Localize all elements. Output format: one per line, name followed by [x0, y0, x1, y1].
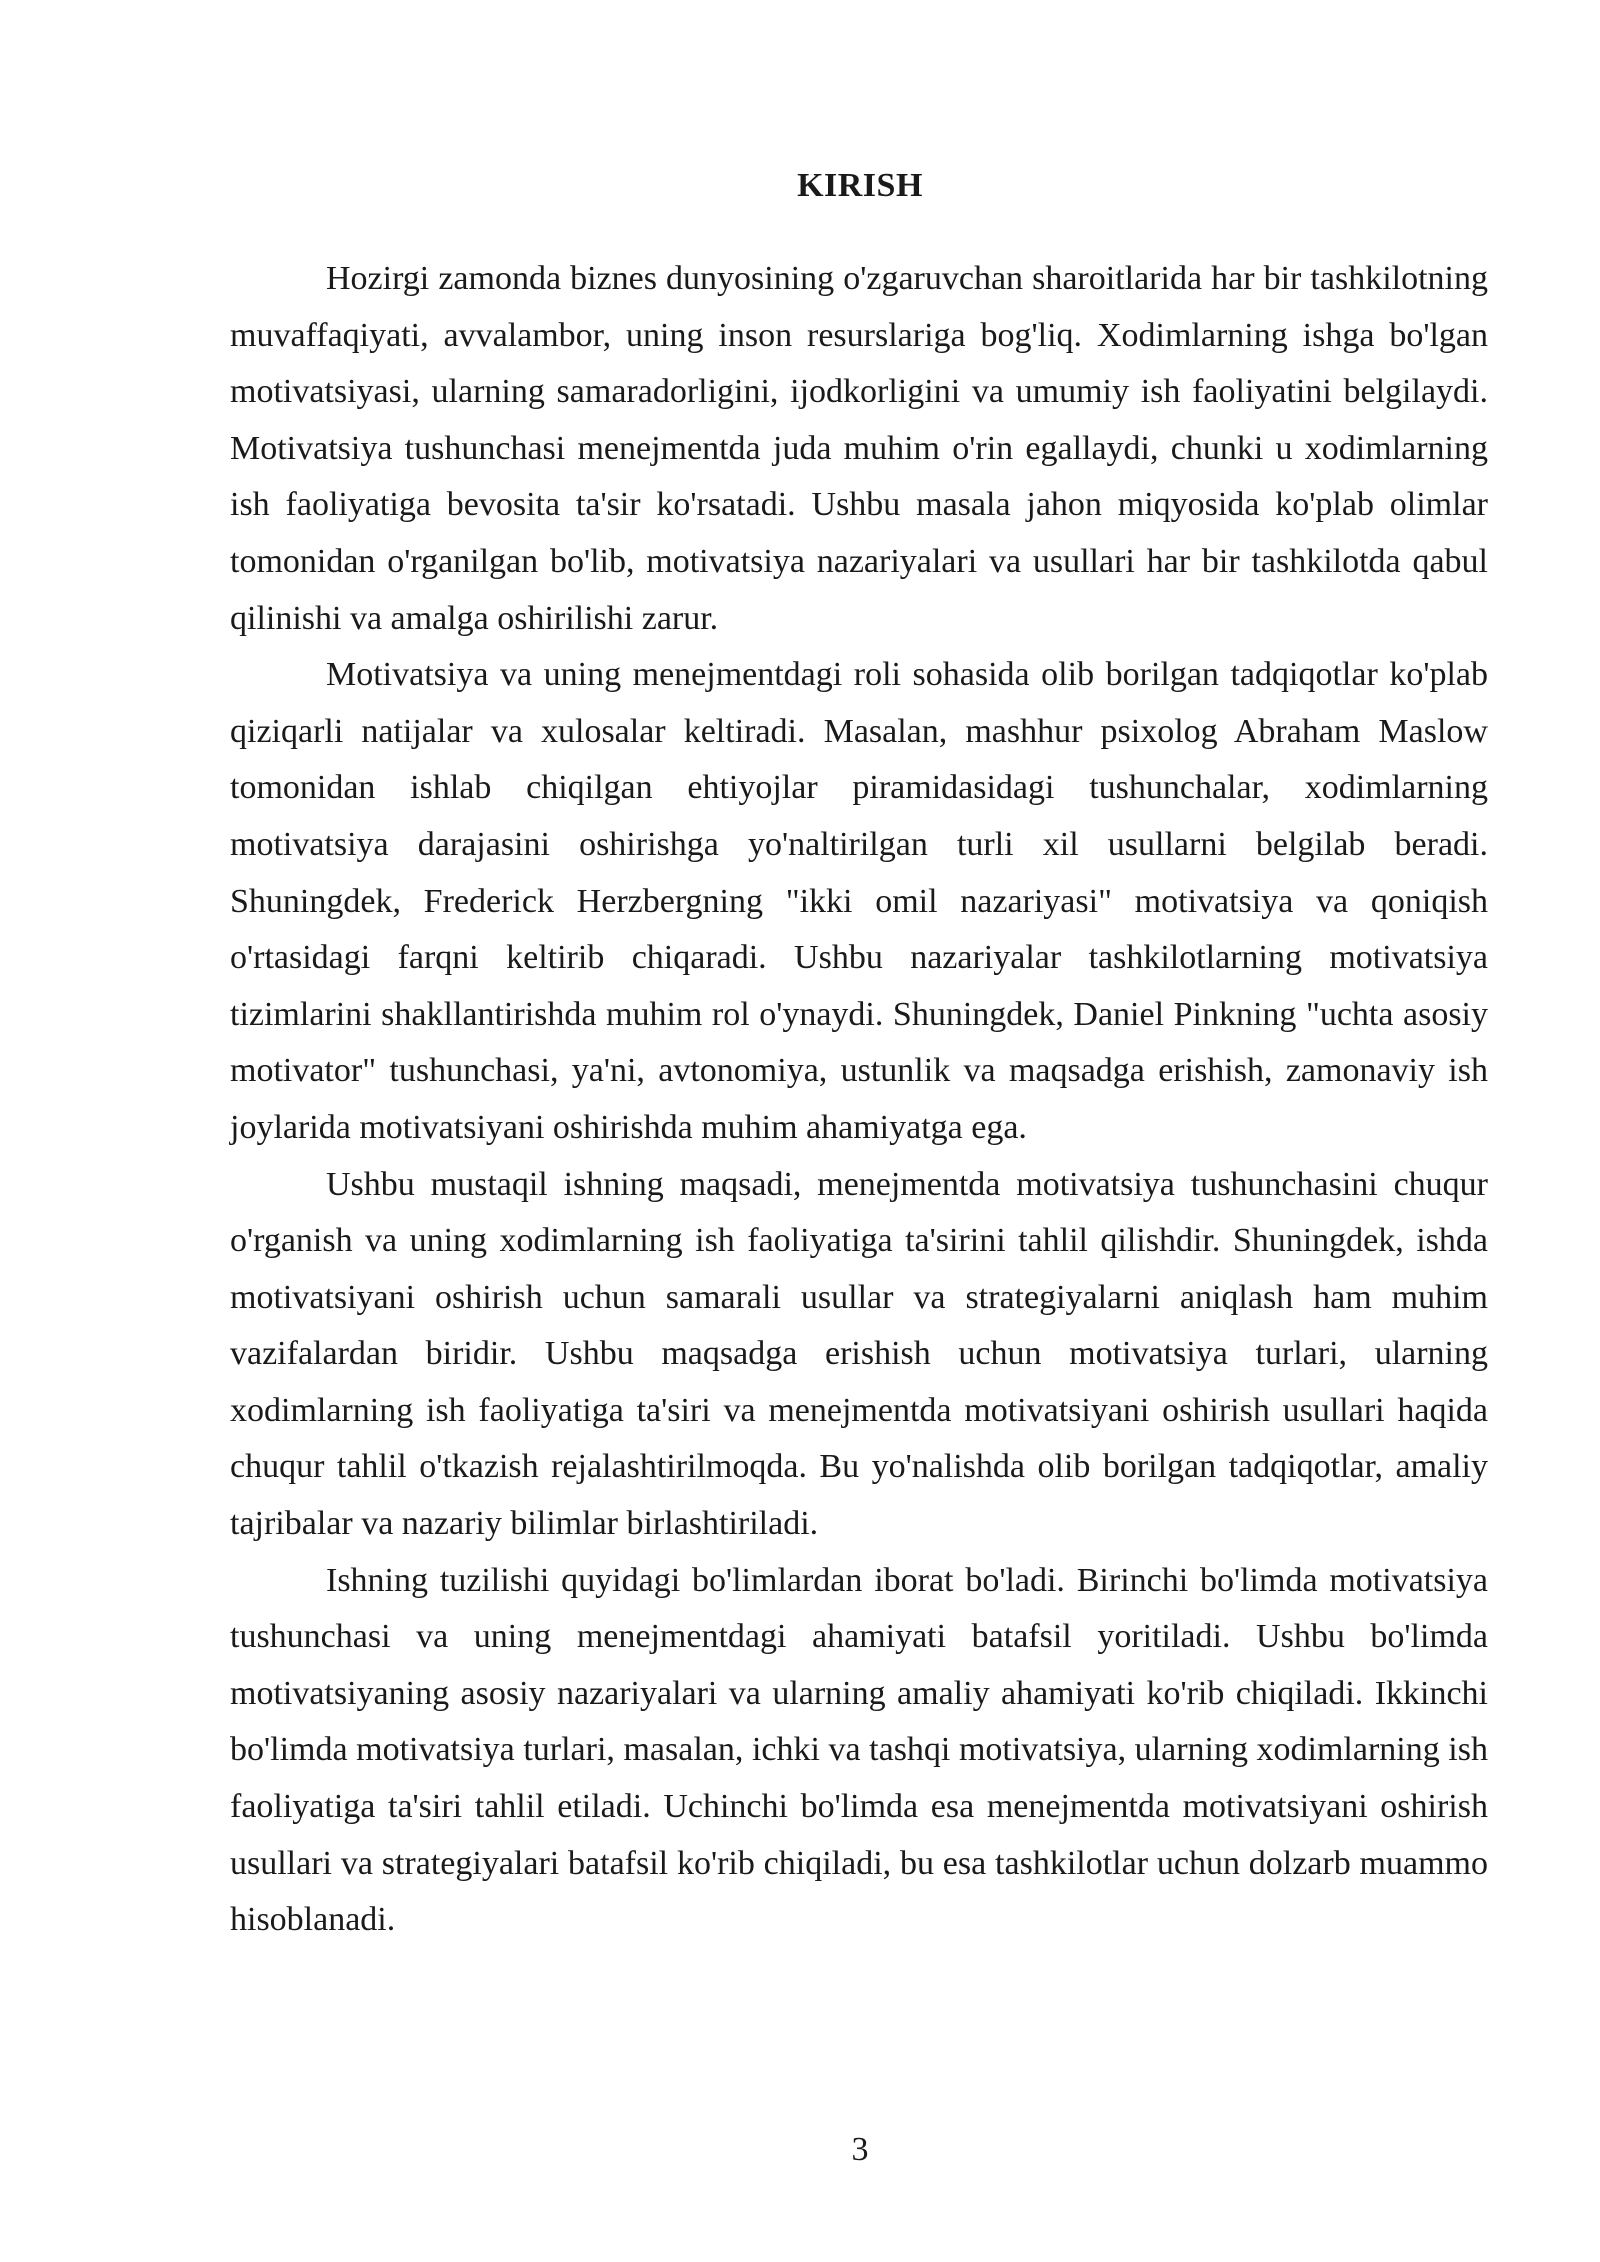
paragraph-2: Motivatsiya va uning menejmentdagi roli sohasida olib borilgan tadqiqotlar ko'plab qiziqarli natijalar va xulosalar keltiradi. Masalan, mashhur psixolog Abraham Maslow tomonidan ishlab chiqilgan ehtiyojlar piramidasidagi tushunchalar, xodimlarning motivatsiya darajasini oshirishga yo'naltirilgan turli xil usullarni belgilab beradi. Shuningdek, Frederick Herzbergning "ikki omil nazariyasi" motivatsiya va qoniqish o'rtasidagi farqni keltirib chiqaradi. Ushbu nazariyalar tashkilotlarning motivatsiya tizimlarini shakllantirishda muhim rol o'ynaydi. Shuningdek, Daniel Pinkning "uchta asosiy motivator" tushunchasi, ya'ni, avtonomiya, ustunlik va maqsadga erishish, zamonaviy ish joylarida motivatsiyani oshirishda muhim ahamiyatga ega.	[230, 656, 1488, 1146]
paragraph-3: Ushbu mustaqil ishning maqsadi, menejmentda motivatsiya tushunchasini chuqur o'rganish va uning xodimlarning ish faoliyatiga ta'sirini tahlil qilishdir. Shuningdek, ishda motivatsiyani oshirish uchun samarali usullar va strategiyalarni aniqlash ham muhim vazifalardan biridir. Ushbu maqsadga erishish uchun motivatsiya turlari, ularning xodimlarning ish faoliyatiga ta'siri va menejmentda motivatsiyani oshirish usullari haqida chuqur tahlil o'tkazish rejalashtirilmoqda. Bu yo'nalishda olib borilgan tadqiqotlar, amaliy tajribalar va nazariy bilimlar birlashtiriladi.	[230, 1165, 1488, 1543]
paragraph-1: Hozirgi zamonda biznes dunyosining o'zgaruvchan sharoitlarida har bir tashkilotning muvaffaqiyati, avvalambor, uning inson resurslariga bog'liq. Xodimlarning ishga bo'lgan motivatsiyasi, ularning samaradorligini, ijodkorligini va umumiy ish faoliyatini belgilaydi. Motivatsiya tushunchasi menejmentda juda muhim o'rin egallaydi, chunki u xodimlarning ish faoliyatiga bevosita ta'sir ko'rsatadi. Ushbu masala jahon miqyosida ko'plab olimlar tomonidan o'rganilgan bo'lib, motivatsiya nazariyalari va usullari har bir tashkilotda qabul qilinishi va amalga oshirilishi zarur.	[230, 260, 1488, 637]
page-number: 3	[851, 2131, 869, 2168]
paragraph-4: Ishning tuzilishi quyidagi bo'limlardan iborat bo'ladi. Birinchi bo'limda motivatsiya tushunchasi va uning menejmentdagi ahamiyati batafsil yoritiladi. Ushbu bo'limda motivatsiyaning asosiy nazariyalari va ularning amaliy ahamiyati ko'rib chiqiladi. Ikkinchi bo'limda motivatsiya turlari, masalan, ichki va tashqi motivatsiya, ularning xodimlarning ish faoliyatiga ta'siri tahlil etiladi. Uchinchi bo'limda esa menejmentda motivatsiyani oshirish usullari va strategiyalari batafsil ko'rib chiqiladi, bu esa tashkilotlar uchun dolzarb muammo hisoblanadi.	[230, 1561, 1488, 1939]
page-title: KIRISH	[797, 167, 923, 204]
body-text	[230, 251, 1488, 1949]
